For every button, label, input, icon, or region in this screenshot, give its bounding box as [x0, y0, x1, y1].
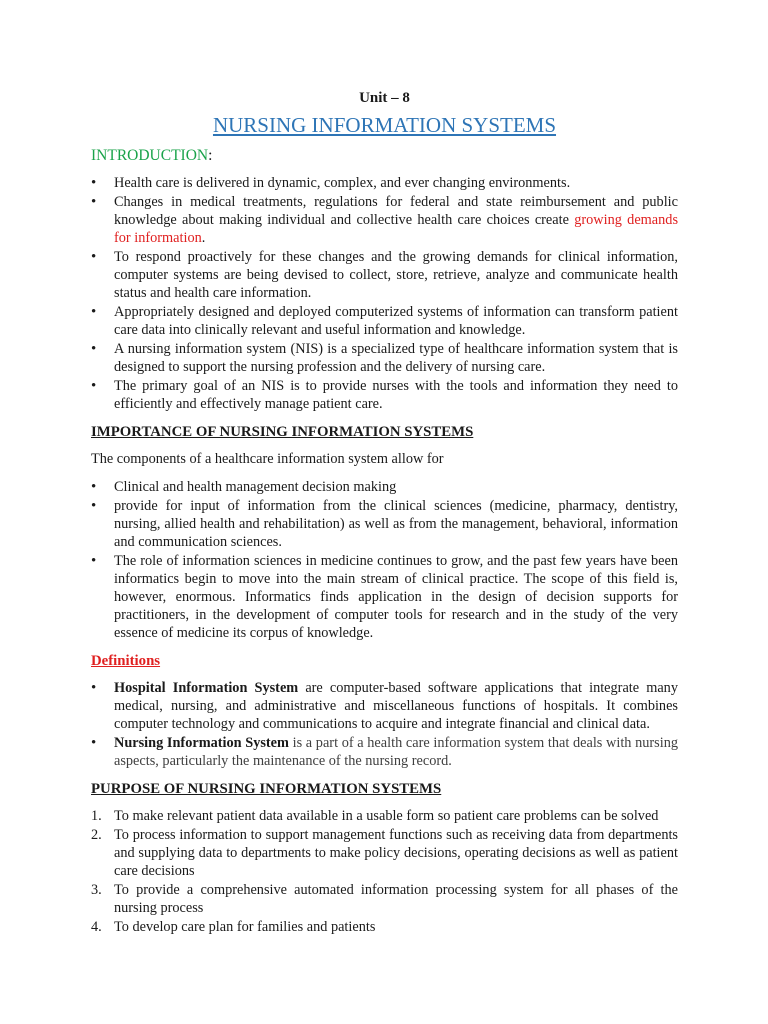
list-item: [91, 193, 678, 247]
item-text: To develop care plan for families and patients: [114, 919, 376, 935]
item-text: To process information to support management functions such as receiving data from departments and supplying data to departments to make policy decisions, operating decisions as well as patient care decisions: [114, 827, 678, 879]
list-item: [91, 918, 678, 936]
list-item: [91, 734, 678, 770]
introduction-list: [91, 174, 678, 413]
unit-label: Unit – 8: [359, 90, 410, 106]
list-item: [91, 881, 678, 917]
purpose-heading: PURPOSE OF NURSING INFORMATION SYSTEMS: [91, 781, 442, 797]
bullet-text: Changes in medical treatments, regulations for federal and state reimbursement and public knowledge about making individual and collective health care choices create: [114, 194, 678, 228]
definition-term: Hospital Information System: [114, 680, 299, 696]
list-item: [91, 807, 678, 825]
list-item: • Clinical and health management decision making: [91, 478, 678, 496]
importance-list: [91, 478, 678, 642]
definition-text: are computer-based software applications that integrate many medical, nursing, and administrative and miscellaneous functions of hospitals. It combines computer technology and communications to acquire and integrate financial and clinical data.: [114, 680, 678, 732]
definitions-heading: Definitions: [91, 653, 161, 669]
list-item: [91, 679, 678, 733]
item-text: To make relevant patient data available in a usable form so patient care problems can be solved: [114, 808, 659, 824]
purpose-list: [91, 807, 678, 936]
list-item: • Health care is delivered in dynamic, complex, and ever changing environments.: [91, 174, 678, 192]
bullet-text-end: .: [201, 230, 206, 246]
item-number: 2.: [91, 827, 102, 843]
list-item: • A nursing information system (NIS) is a specialized type of healthcare information system that is designed to support the nursing profession and the delivery of nursing care.: [91, 340, 678, 376]
page-title: NURSING INFORMATION SYSTEMS: [212, 113, 557, 137]
item-number: 1.: [91, 808, 102, 824]
item-number: 3.: [91, 882, 102, 898]
list-item: • The role of information sciences in medicine continues to grow, and the past few years have been informatics begin to move into the main stream of clinical practice. The scope of this field is, however, enormous. Informatics finds application in the design of decision supports for practitioners, in the development of computer tools for research and in the study of the very essence of medicine its corpus of knowledge.: [91, 552, 678, 642]
importance-heading: IMPORTANCE OF NURSING INFORMATION SYSTEMS: [91, 424, 474, 440]
item-number: 4.: [91, 919, 102, 935]
page-content: [91, 88, 678, 937]
list-item: • The primary goal of an NIS is to provide nurses with the tools and information they need to efficiently and effectively manage patient care.: [91, 377, 678, 413]
highlighted-text: growing demands for information: [114, 212, 679, 246]
list-item: [91, 826, 678, 880]
introduction-heading-text: INTRODUCTION: [91, 147, 209, 164]
list-item: • To respond proactively for these changes and the growing demands for clinical information, computer systems are being devised to collect, store, retrieve, analyze and communicate health status and health care information.: [91, 248, 678, 302]
introduction-heading: [91, 146, 678, 166]
definition-text: is a part of a health care information system that deals with nursing aspects, particularly the maintenance of the nursing record.: [114, 735, 678, 769]
introduction-colon: :: [208, 147, 213, 164]
list-item: • provide for input of information from the clinical sciences (medicine, pharmacy, dentistry, nursing, allied health and rehabilitation) as well as from the management, behavioral, information and communication sciences.: [91, 497, 678, 551]
importance-lead: The components of a healthcare information system allow for: [91, 451, 444, 467]
definitions-list: [91, 679, 678, 770]
item-text: To provide a comprehensive automated information processing system for all phases of the nursing process: [114, 882, 678, 916]
list-item: • Appropriately designed and deployed computerized systems of information can transform patient care data into clinically relevant and useful information and knowledge.: [91, 303, 678, 339]
definition-term: Nursing Information System: [114, 735, 289, 751]
